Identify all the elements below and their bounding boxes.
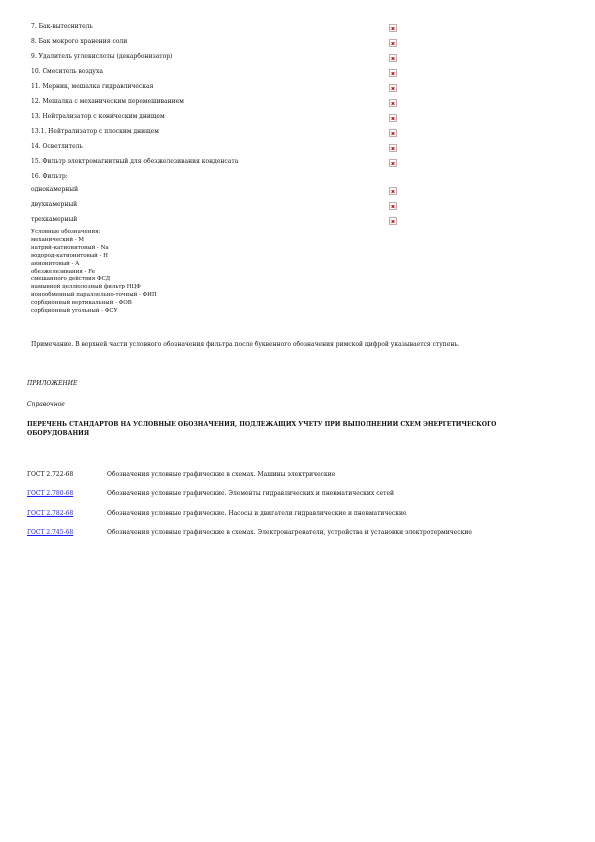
standard-code [27,510,73,517]
broken-image-icon [389,144,397,152]
convention-line: обезжелезивания - Fe [31,268,95,275]
list-item: трехкамерный [31,216,78,223]
convention-line: смешанного действия ФСД [31,276,111,283]
convention-line: натрий-катионитовый - Na [31,244,109,251]
convention-line: механический - М [31,236,84,243]
list-item: 14. Осветлитель [31,143,83,150]
list-item: 11. Мерник, мешалка гидравлическая [31,83,154,90]
broken-image-icon [389,159,397,167]
list-item: однокамерный [31,186,79,193]
broken-image-icon [389,54,397,62]
list-item: 8. Бак мокрого хранения соли [31,38,128,45]
list-item: 13. Нейтрализатор с коническим днищем [31,113,165,120]
list-item: 15. Фильтр электромагнитный для обезжелезивания конденсата [31,158,239,165]
standard-title: Обозначения условные графические. Насосы и двигатели гидравлические и пневматические [107,510,407,517]
conventions-title: Условные обозначения: [31,229,101,235]
list-item: двухкамерный [31,201,78,208]
list-item: 10. Смеситель воздуха [31,68,103,75]
broken-image-icon [389,99,397,107]
list-item: 13.1. Нейтрализатор с плоским днищем [31,128,159,135]
standard-title: Обозначения условные графические. Элементы гидравлических и пневматических сетей [107,490,395,497]
broken-image-icon [389,114,397,122]
list-item: 9. Удалитель углекислоты (декарбонизатор) [31,53,173,60]
convention-line: сорбционный угольный - ФСУ [31,308,118,315]
broken-image-icon [389,69,397,77]
list-item: 16. Фильтр: [31,173,68,180]
conventions-block [31,229,157,316]
convention-line: водород-катионитовый - Н [31,252,108,259]
broken-image-icon [389,24,397,32]
appendix-reference: Справочное [27,401,65,408]
appendix-label: ПРИЛОЖЕНИЕ [27,380,78,387]
standard-link[interactable]: ГОСТ 2.745-68 [27,529,74,536]
broken-image-icon [389,39,397,47]
standard-title: Обозначения условные графические в схемах. Электронагреватели, устройства и установки электротермические [107,529,472,536]
list-item: 12. Мешалка с механическим перемешиванием [31,98,184,105]
standard-code: ГОСТ 2.722-68 [27,471,74,478]
broken-image-icon [389,202,397,210]
list-item: 7. Бак-вытеснитель [31,23,93,30]
standard-code [27,490,73,497]
appendix-heading: ПЕРЕЧЕНЬ СТАНДАРТОВ НА УСЛОВНЫЕ ОБОЗНАЧЕНИЯ, ПОДЛЕЖАЩИХ УЧЕТУ ПРИ ВЫПОЛНЕНИИ СХЕМ ЭНЕРГЕТИЧЕСКОГО ОБОРУДОВАНИЯ [27,421,497,437]
note-text: Примечание. В верхней части условного обозначения фильтра после буквенного обозначения римской цифрой указывается ступень. [31,341,460,348]
convention-line: ионообменный параллельно-точный - ФИП [31,292,157,299]
broken-image-icon [389,217,397,225]
broken-image-icon [389,187,397,195]
standard-link[interactable]: ГОСТ 2.782-68 [27,510,74,517]
standard-title: Обозначения условные графические в схемах. Машины электрические [107,471,336,478]
broken-image-icon [389,84,397,92]
standard-code [27,529,73,536]
standard-link[interactable]: ГОСТ 2.780-68 [27,490,74,497]
convention-line: намывной целлюлозный фильтр НЦФ [31,284,141,291]
convention-line: сорбционный вертикальный - ФОВ [31,300,132,307]
broken-image-icon [389,129,397,137]
convention-line: анионитовый - А [31,260,80,267]
